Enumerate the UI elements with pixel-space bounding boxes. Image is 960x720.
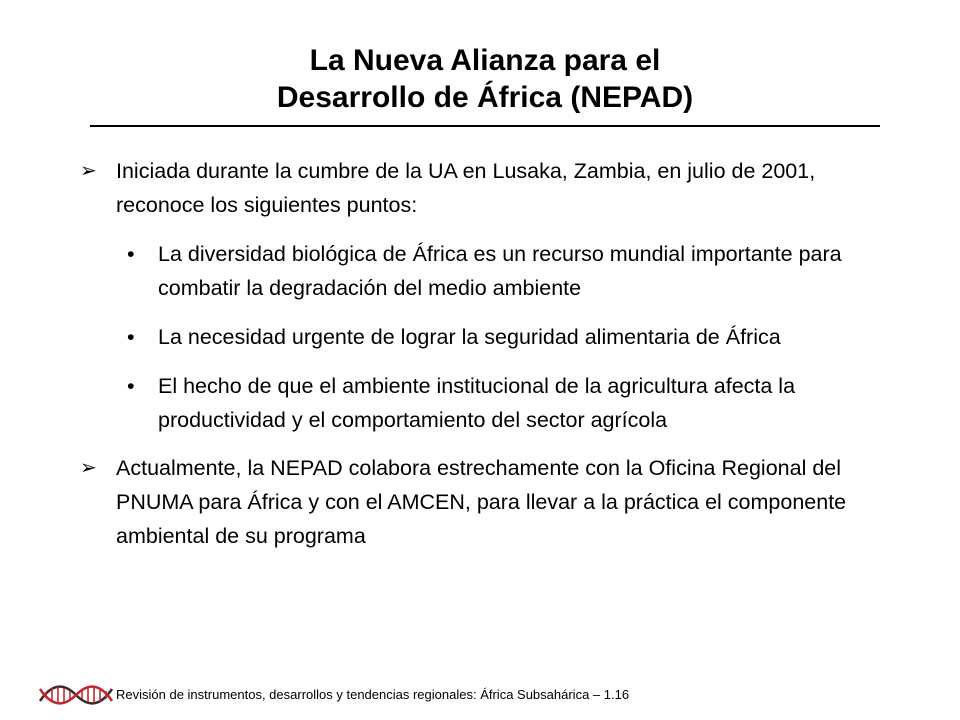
dot-bullet-icon: • — [127, 374, 135, 398]
slide-title — [90, 42, 880, 116]
dot-bullet-icon: • — [127, 242, 135, 266]
dna-helix-icon — [38, 679, 114, 711]
footer-caption: Revisión de instrumentos, desarrollos y tendencias regionales: África Subsahárica – 1.16 — [116, 687, 630, 702]
bullet-item — [80, 154, 880, 222]
arrow-bullet-icon: ➢ — [80, 160, 97, 182]
title-underline — [90, 125, 880, 127]
sub-bullet-text: El hecho de que el ambiente institucional de la agricultura afecta la productividad y el comportamiento del sector agrícola — [158, 374, 796, 432]
bullet-text: Actualmente, la NEPAD colabora estrechamente con la Oficina Regional del PNUMA para África y con el AMCEN, para llevar a la práctica el componente ambiental de su programa — [116, 456, 847, 548]
sub-bullet-text: La necesidad urgente de lograr la seguridad alimentaria de África — [158, 325, 781, 349]
slide-footer — [38, 679, 758, 711]
sub-bullet-item — [125, 320, 880, 354]
bullet-item — [80, 451, 880, 553]
title-line-1: La Nueva Alianza para el — [309, 44, 661, 77]
sub-bullet-item — [125, 237, 880, 305]
sub-bullet-item — [125, 369, 880, 437]
dot-bullet-icon: • — [127, 325, 135, 349]
slide-body — [80, 154, 880, 553]
sub-bullet-text: La diversidad biológica de África es un recurso mundial importante para combatir la degradación del medio ambiente — [158, 242, 842, 300]
title-line-2: Desarrollo de África (NEPAD) — [276, 81, 694, 114]
arrow-bullet-icon: ➢ — [80, 457, 97, 479]
bullet-text: Iniciada durante la cumbre de la UA en Lusaka, Zambia, en julio de 2001, reconoce los siguientes puntos: — [116, 159, 816, 217]
